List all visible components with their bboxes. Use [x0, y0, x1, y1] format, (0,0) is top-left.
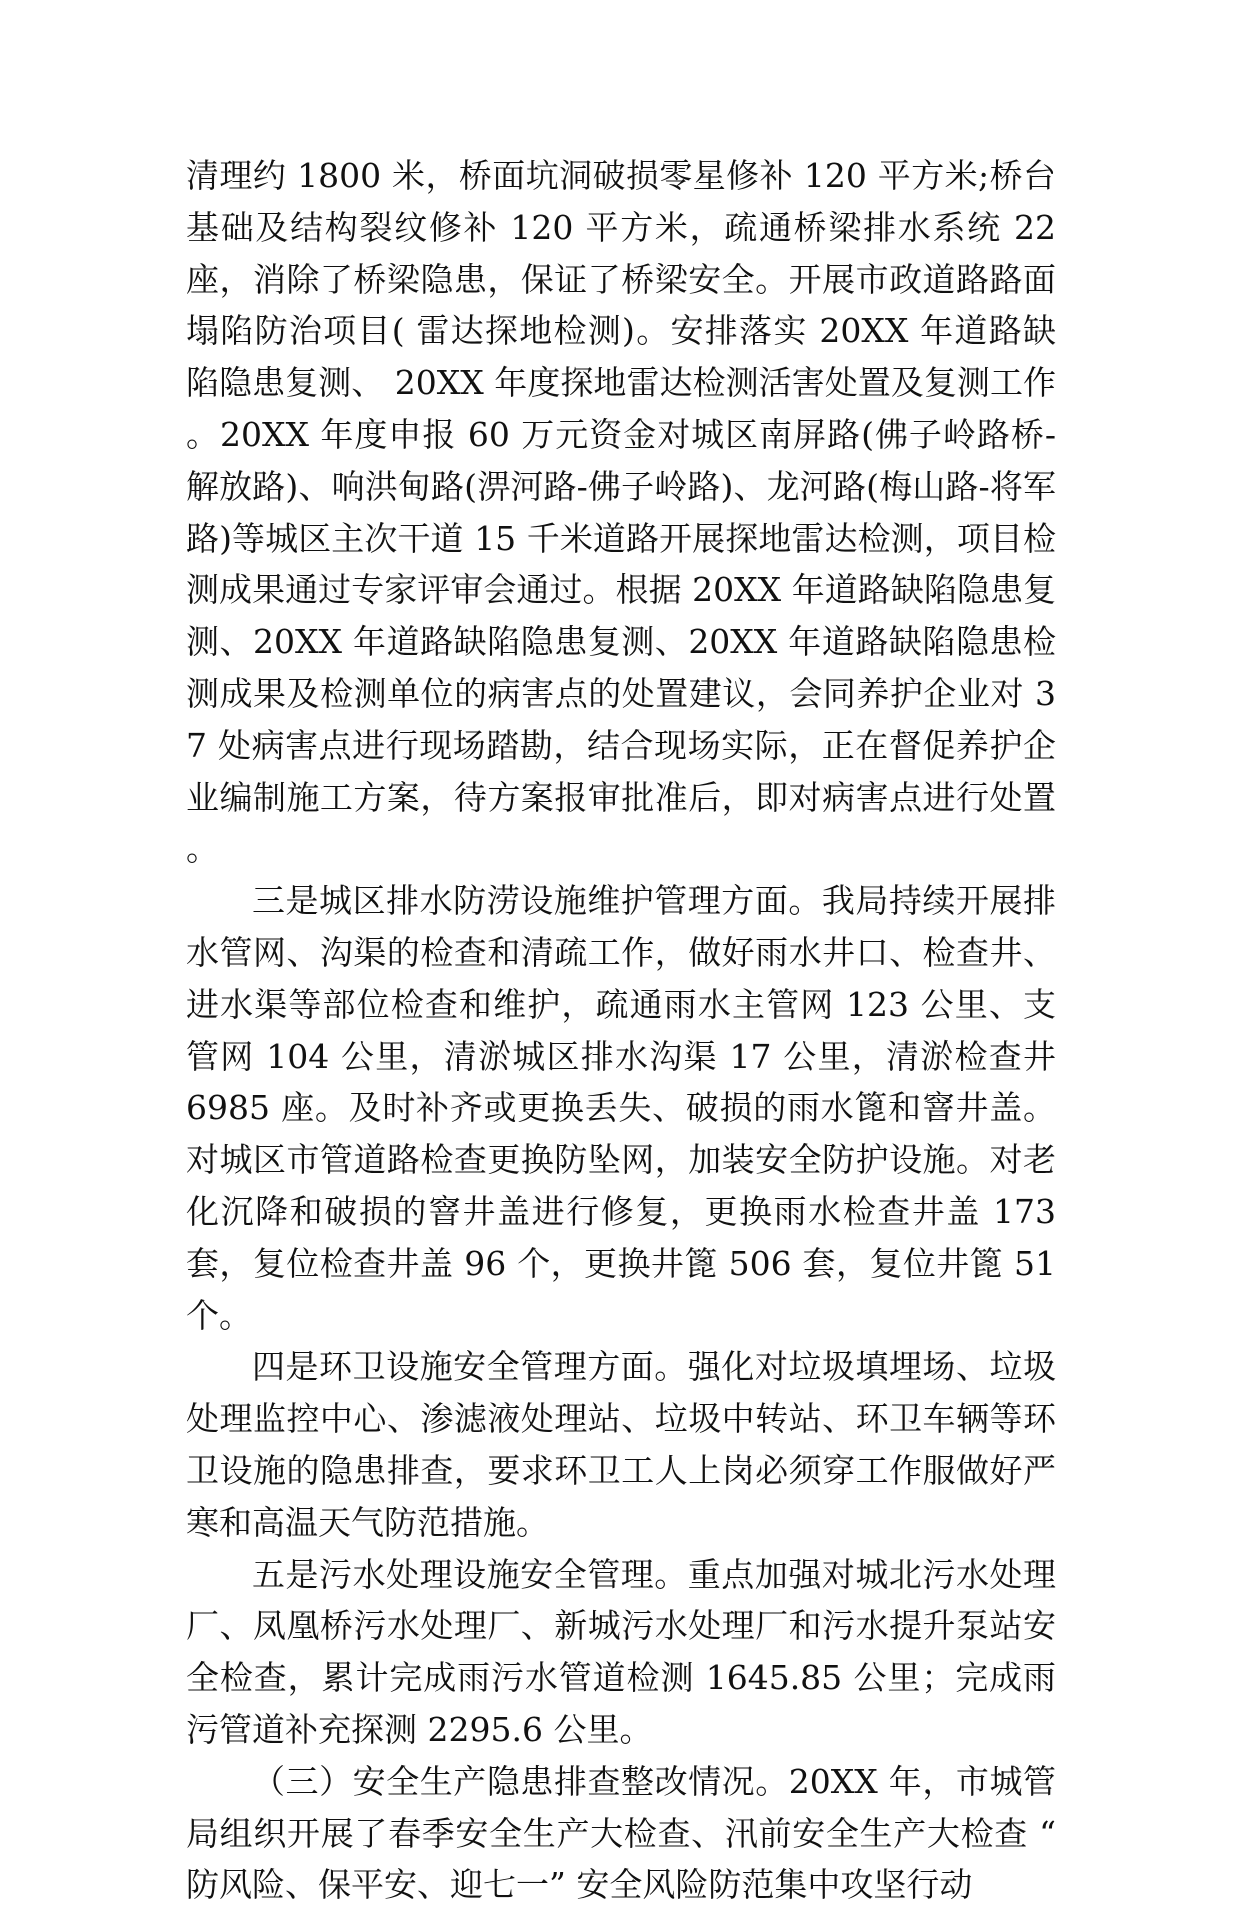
paragraph-drainage-facilities: 三是城区排水防涝设施维护管理方面。我局持续开展排水管网、沟渠的检查和清疏工作，做好雨水井口、检查井、进水渠等部位检查和维护，疏通雨水主管网 123 公里、支管网 104 公里，清淤城区排水沟渠 17 公里，清淤检查井 6985 座。及时补齐或更换丢失、破损的雨水篦和窨井盖。对城区市管道路检查更换防坠网，加装安全防护设施。对老化沉降和破损的窨井盖进行修复，更换雨水检查井盖 173 套，复位检查井盖 96 个，更换井篦 506 套，复位井篦 51 个。 — [186, 881, 1056, 1335]
paragraph-sanitation-facilities: 四是环卫设施安全管理方面。强化对垃圾填埋场、垃圾处理监控中心、渗滤液处理站、垃圾中转站、环卫车辆等环卫设施的隐患排查，要求环卫工人上岗必须穿工作服做好严寒和高温天气防范措施。 — [186, 1347, 1056, 1542]
paragraph-hazard-inspection: （三）安全生产隐患排查整改情况。20XX 年，市城管局组织开展了春季安全生产大检查、汛前安全生产大检查 “防风险、保平安、迎七一” 安全风险防范集中攻坚行动 — [186, 1761, 1056, 1905]
paragraph-bridge-road-maintenance: 清理约 1800 米，桥面坑洞破损零星修补 120 平方米;桥台基础及结构裂纹修补 120 平方米，疏通桥梁排水系统 22 座，消除了桥梁隐患，保证了桥梁安全。开展市政道路路面塌陷防治项目( 雷达探地检测)。安排落实 20XX 年道路缺陷隐患复测、 20XX 年度探地雷达检测活害处置及复测工作。20XX 年度申报 60 万元资金对城区南屏路(佛子岭路桥-解放路)、响洪甸路(淠河路-佛子岭路)、龙河路(梅山路-将军路)等城区主次干道 15 千米道路开展探地雷达检测，项目检测成果通过专家评审会通过。根据 20XX 年道路缺陷隐患复测、20XX 年道路缺陷隐患复测、20XX 年道路缺陷隐患检测成果及检测单位的病害点的处置建议，会同养护企业对 37 处病害点进行现场踏勘，结合现场实际，正在督促养护企业编制施工方案，待方案报审批准后，即对病害点进行处置。 — [186, 156, 1056, 869]
document-body — [186, 150, 1056, 1911]
paragraph-sewage-treatment: 五是污水处理设施安全管理。重点加强对城北污水处理厂、凤凰桥污水处理厂、新城污水处理厂和污水提升泵站安全检查，累计完成雨污水管道检测 1645.85 公里；完成雨污管道补充探测 2295.6 公里。 — [186, 1554, 1056, 1749]
